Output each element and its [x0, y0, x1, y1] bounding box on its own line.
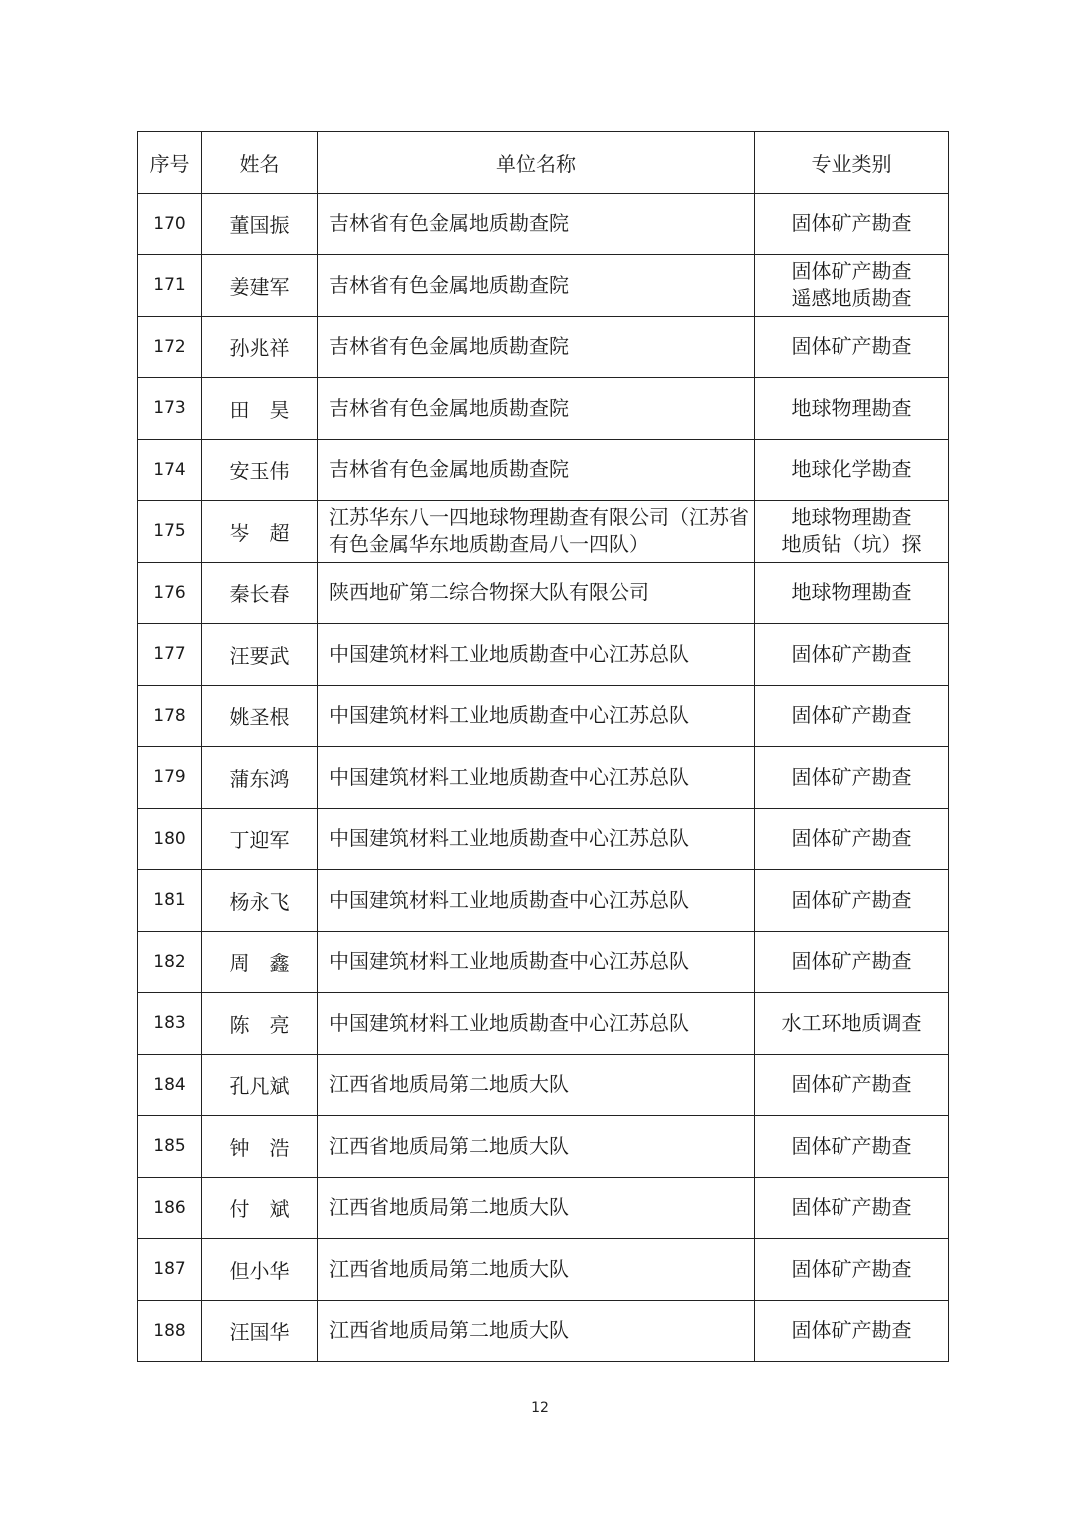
table-row [138, 439, 949, 501]
row-number: 179 [138, 747, 202, 809]
unit-name: 吉林省有色金属地质勘查院 [318, 255, 755, 317]
person-name: 陈 亮 [202, 993, 318, 1055]
unit-name: 中国建筑材料工业地质勘查中心江苏总队 [318, 993, 755, 1055]
major-category: 固体矿产勘查 [755, 1116, 949, 1178]
major-category: 固体矿产勘查 [755, 1054, 949, 1116]
major-category: 固体矿产勘查 [755, 316, 949, 378]
major-category: 固体矿产勘查 [755, 1177, 949, 1239]
row-number: 178 [138, 685, 202, 747]
person-name: 杨永飞 [202, 870, 318, 932]
row-number: 185 [138, 1116, 202, 1178]
major-category: 固体矿产勘查 遥感地质勘查 [755, 255, 949, 317]
row-number: 186 [138, 1177, 202, 1239]
row-number: 180 [138, 808, 202, 870]
row-number: 173 [138, 378, 202, 440]
major-category: 固体矿产勘查 [755, 747, 949, 809]
unit-name: 吉林省有色金属地质勘查院 [318, 316, 755, 378]
table-row [138, 562, 949, 624]
row-number: 188 [138, 1300, 202, 1362]
major-category: 固体矿产勘查 [755, 931, 949, 993]
person-name: 姜建军 [202, 255, 318, 317]
row-number: 176 [138, 562, 202, 624]
row-number: 171 [138, 255, 202, 317]
row-number: 175 [138, 501, 202, 563]
unit-name: 中国建筑材料工业地质勘查中心江苏总队 [318, 808, 755, 870]
person-name: 丁迎军 [202, 808, 318, 870]
header-row [138, 132, 949, 194]
unit-name: 陕西地矿第二综合物探大队有限公司 [318, 562, 755, 624]
person-name: 汪要武 [202, 624, 318, 686]
person-name: 岑 超 [202, 501, 318, 563]
unit-name: 江西省地质局第二地质大队 [318, 1116, 755, 1178]
table-row [138, 193, 949, 255]
unit-name: 中国建筑材料工业地质勘查中心江苏总队 [318, 931, 755, 993]
person-name: 田 昊 [202, 378, 318, 440]
header-no: 序号 [138, 132, 202, 194]
unit-name: 吉林省有色金属地质勘查院 [318, 378, 755, 440]
major-category: 固体矿产勘查 [755, 1239, 949, 1301]
major-category: 地球物理勘查 [755, 562, 949, 624]
major-category: 固体矿产勘查 [755, 1300, 949, 1362]
person-name: 付 斌 [202, 1177, 318, 1239]
table-row [138, 501, 949, 563]
person-name: 董国振 [202, 193, 318, 255]
header-name: 姓名 [202, 132, 318, 194]
major-category: 水工环地质调查 [755, 993, 949, 1055]
person-name: 安玉伟 [202, 439, 318, 501]
page-number: 12 [531, 1400, 549, 1416]
table-body [138, 193, 949, 1362]
table-row [138, 624, 949, 686]
person-name: 钟 浩 [202, 1116, 318, 1178]
table-row [138, 1300, 949, 1362]
person-name: 但小华 [202, 1239, 318, 1301]
unit-name: 中国建筑材料工业地质勘查中心江苏总队 [318, 747, 755, 809]
unit-name: 吉林省有色金属地质勘查院 [318, 439, 755, 501]
unit-name: 中国建筑材料工业地质勘查中心江苏总队 [318, 685, 755, 747]
header-major: 专业类别 [755, 132, 949, 194]
unit-name: 江西省地质局第二地质大队 [318, 1239, 755, 1301]
table-row [138, 808, 949, 870]
row-number: 174 [138, 439, 202, 501]
unit-name: 江苏华东八一四地球物理勘查有限公司（江苏省有色金属华东地质勘查局八一四队） [318, 501, 755, 563]
major-category: 固体矿产勘查 [755, 870, 949, 932]
person-name: 秦长春 [202, 562, 318, 624]
table-row [138, 993, 949, 1055]
header-unit: 单位名称 [318, 132, 755, 194]
table-row [138, 747, 949, 809]
unit-name: 江西省地质局第二地质大队 [318, 1054, 755, 1116]
unit-name: 中国建筑材料工业地质勘查中心江苏总队 [318, 870, 755, 932]
row-number: 172 [138, 316, 202, 378]
row-number: 184 [138, 1054, 202, 1116]
major-category: 地球化学勘查 [755, 439, 949, 501]
unit-name: 江西省地质局第二地质大队 [318, 1300, 755, 1362]
major-category: 地球物理勘查 [755, 378, 949, 440]
row-number: 187 [138, 1239, 202, 1301]
person-name: 蒲东鸿 [202, 747, 318, 809]
major-category: 固体矿产勘查 [755, 193, 949, 255]
table-row [138, 931, 949, 993]
table-row [138, 255, 949, 317]
unit-name: 江西省地质局第二地质大队 [318, 1177, 755, 1239]
table-row [138, 1116, 949, 1178]
person-name: 周 鑫 [202, 931, 318, 993]
row-number: 182 [138, 931, 202, 993]
table-row [138, 1054, 949, 1116]
table-row [138, 1239, 949, 1301]
table-row [138, 685, 949, 747]
table-row [138, 1177, 949, 1239]
table-header [138, 132, 949, 194]
table-row [138, 870, 949, 932]
row-number: 183 [138, 993, 202, 1055]
unit-name: 中国建筑材料工业地质勘查中心江苏总队 [318, 624, 755, 686]
table-row [138, 316, 949, 378]
major-category: 固体矿产勘查 [755, 624, 949, 686]
roster-table [137, 131, 949, 1362]
row-number: 181 [138, 870, 202, 932]
major-category: 固体矿产勘查 [755, 685, 949, 747]
unit-name: 吉林省有色金属地质勘查院 [318, 193, 755, 255]
row-number: 177 [138, 624, 202, 686]
row-number: 170 [138, 193, 202, 255]
person-name: 孙兆祥 [202, 316, 318, 378]
person-name: 孔凡斌 [202, 1054, 318, 1116]
person-name: 汪国华 [202, 1300, 318, 1362]
table-row [138, 378, 949, 440]
major-category: 固体矿产勘查 [755, 808, 949, 870]
person-name: 姚圣根 [202, 685, 318, 747]
major-category: 地球物理勘查 地质钻（坑）探 [755, 501, 949, 563]
